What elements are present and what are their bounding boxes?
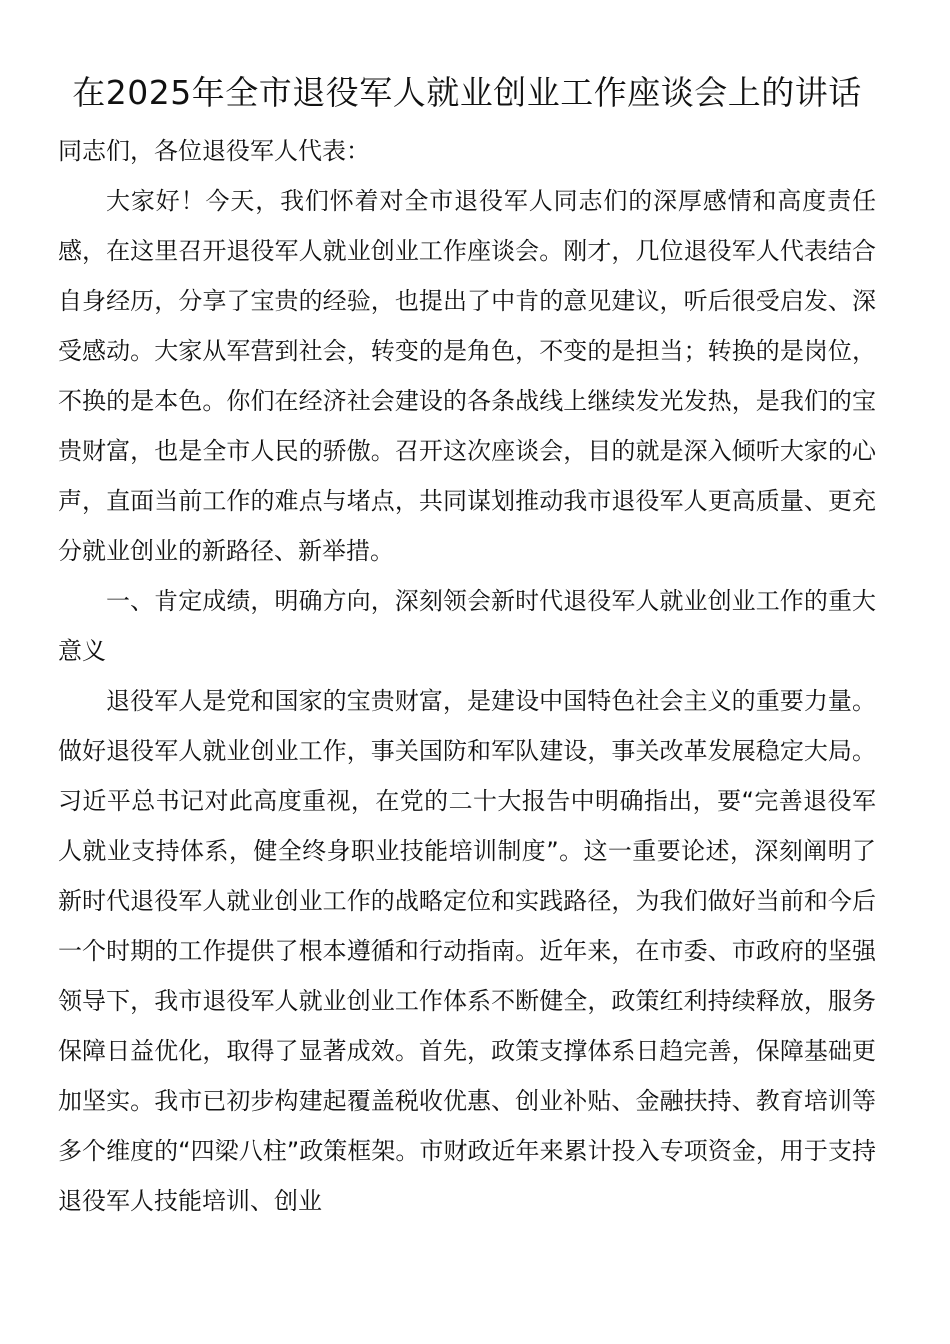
salutation: 同志们，各位退役军人代表： <box>58 137 370 165</box>
opening-paragraph: 大家好！今天，我们怀着对全市退役军人同志们的深厚感情和高度责任感，在这里召开退役军人就业创业工作座谈会。刚才，几位退役军人代表结合自身经历，分享了宝贵的经验，也提出了中肯的意见建议，听后很受启发、深受感动。大家从军营到社会，转变的是角色，不变的是担当；转换的是岗位，不换的是本色。你们在经济社会建设的各条战线上继续发光发热，是我们的宝贵财富，也是全市人民的骄傲。召开这次座谈会，目的就是深入倾听大家的心声，直面当前工作的难点与堵点，共同谋划推动我市退役军人更高质量、更充分就业创业的新路径、新举措。 <box>58 187 876 565</box>
section-heading: 一、肯定成绩，明确方向，深刻领会新时代退役军人就业创业工作的重大意义 <box>58 587 876 665</box>
document-page <box>58 68 876 1226</box>
document-title: 在2025年全市退役军人就业创业工作座谈会上的讲话 <box>72 73 862 112</box>
section-paragraph: 退役军人是党和国家的宝贵财富，是建设中国特色社会主义的重要力量。做好退役军人就业创业工作，事关国防和军队建设，事关改革发展稳定大局。习近平总书记对此高度重视，在党的二十大报告中明确指出，要“完善退役军人就业支持体系，健全终身职业技能培训制度”。这一重要论述，深刻阐明了新时代退役军人就业创业工作的战略定位和实践路径，为我们做好当前和今后一个时期的工作提供了根本遵循和行动指南。近年来，在市委、市政府的坚强领导下，我市退役军人就业创业工作体系不断健全，政策红利持续释放，服务保障日益优化，取得了显著成效。首先，政策支撑体系日趋完善，保障基础更加坚实。我市已初步构建起覆盖税收优惠、创业补贴、金融扶持、教育培训等多个维度的“四梁八柱”政策框架。市财政近年来累计投入专项资金，用于支持退役军人技能培训、创业 <box>58 687 876 1215</box>
